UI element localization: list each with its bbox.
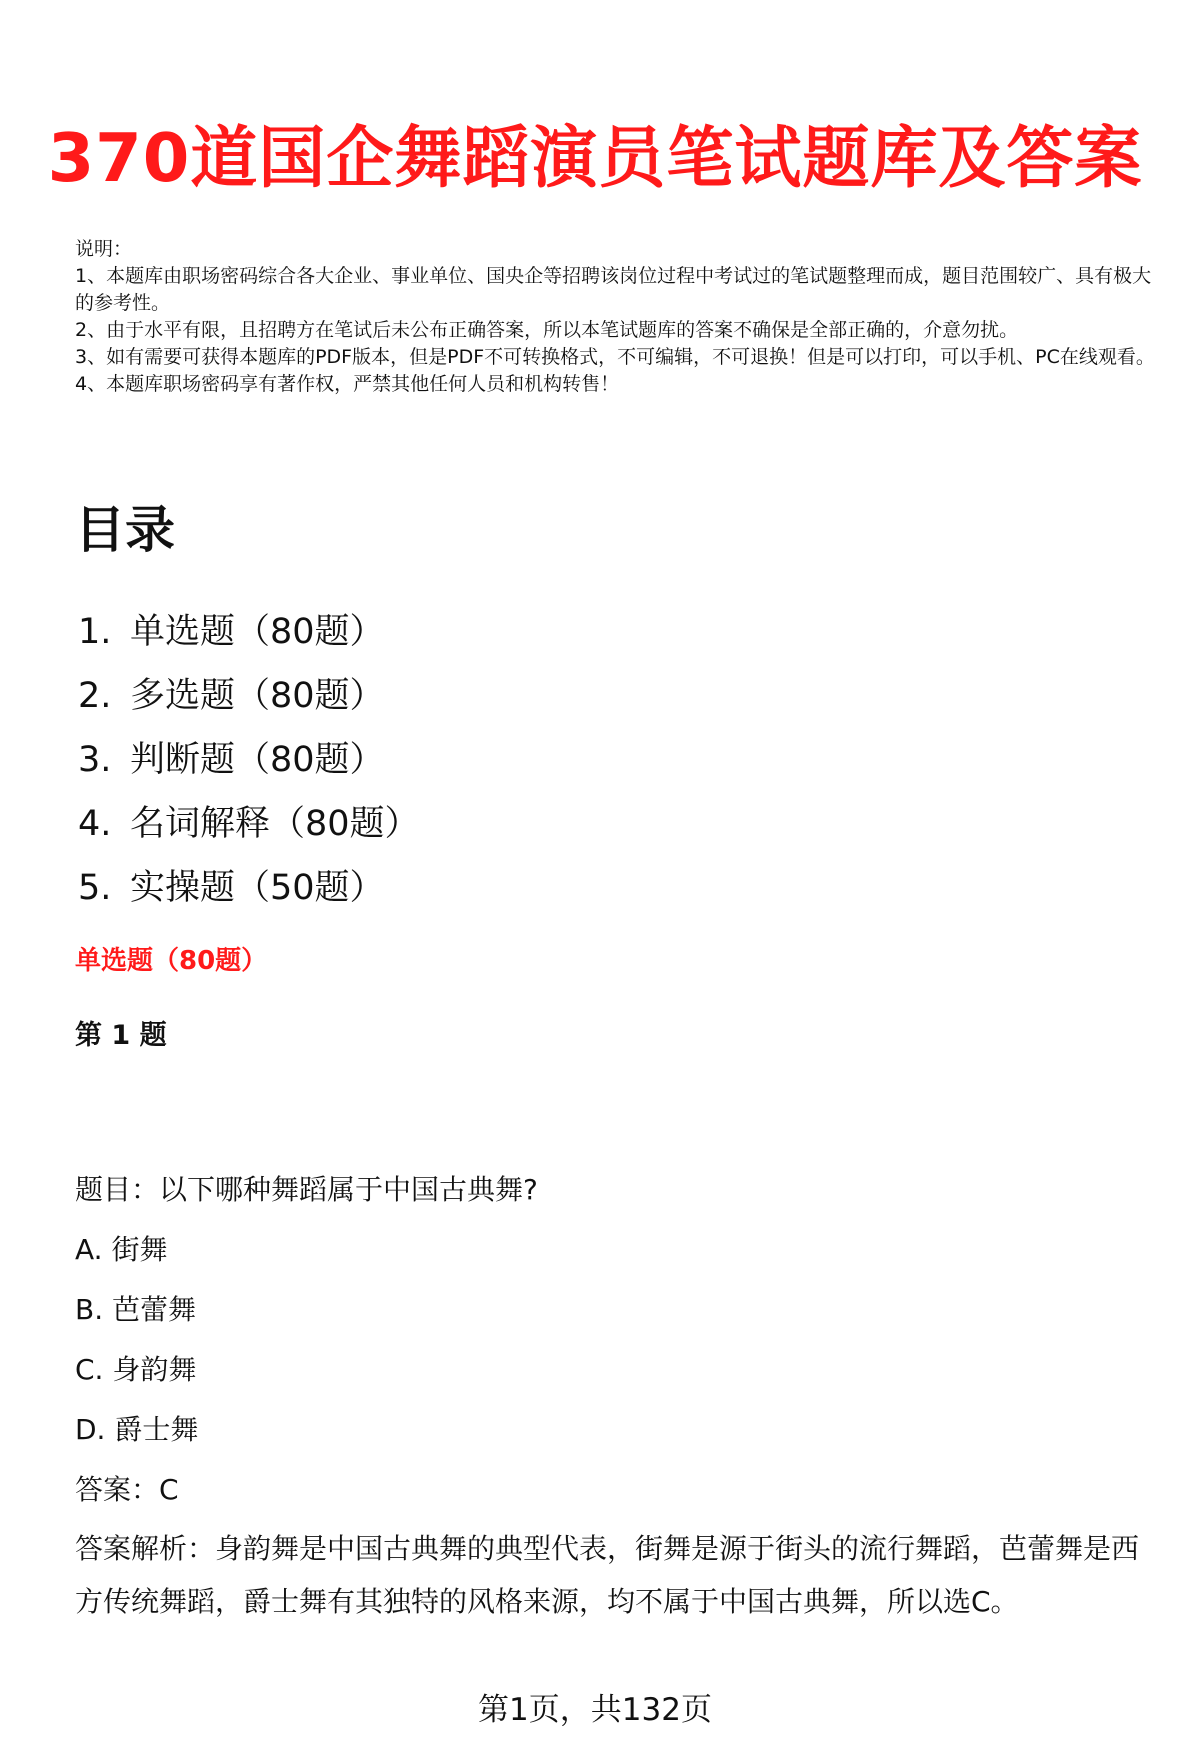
question-stem: 题目：以下哪种舞蹈属于中国古典舞?: [75, 1173, 538, 1206]
answer: 答案：C: [75, 1473, 179, 1506]
instructions-block: [75, 236, 1155, 398]
toc-item: [78, 664, 420, 728]
toc-heading: 目录: [75, 501, 175, 559]
question-number: 第 1 题: [75, 1020, 167, 1051]
answer-analysis: 答案解析：身韵舞是中国古典舞的典型代表，街舞是源于街头的流行舞蹈，芭蕾舞是西方传统舞蹈，爵士舞有其独特的风格来源，均不属于中国古典舞，所以选C。: [75, 1532, 1140, 1618]
toc-item-label: 多选题（80题）: [130, 676, 385, 716]
option-b: B. 芭蕾舞: [75, 1293, 197, 1326]
option-c: C. 身韵舞: [75, 1353, 197, 1386]
question-block: [75, 1160, 1155, 1628]
toc-item-number: 1.: [78, 612, 112, 652]
toc-item-number: 4.: [78, 804, 112, 844]
toc-item-number: 2.: [78, 676, 112, 716]
toc-item-label: 实操题（50题）: [130, 868, 385, 908]
toc-item: [78, 792, 420, 856]
page-footer: 第1页，共132页: [478, 1692, 712, 1728]
toc-item-number: 5.: [78, 868, 112, 908]
section-title: 单选题（80题）: [75, 946, 268, 976]
instruction-item: 1、本题库由职场密码综合各大企业、事业单位、国央企等招聘该岗位过程中考试过的笔试题整理而成，题目范围较广、具有极大的参考性。: [75, 265, 1152, 314]
instruction-item: 3、如有需要可获得本题库的PDF版本，但是PDF不可转换格式，不可编辑，不可退换！但是可以打印，可以手机、PC在线观看。: [75, 346, 1155, 368]
instruction-item: 2、由于水平有限，且招聘方在笔试后未公布正确答案，所以本笔试题库的答案不确保是全部正确的，介意勿扰。: [75, 319, 1019, 341]
document-title: 370道国企舞蹈演员笔试题库及答案: [47, 119, 1143, 197]
option-d: D. 爵士舞: [75, 1413, 199, 1446]
toc-item: [78, 600, 420, 664]
toc-item-label: 判断题（80题）: [130, 740, 385, 780]
toc-item-label: 名词解释（80题）: [130, 804, 420, 844]
toc-item-number: 3.: [78, 740, 112, 780]
toc-item-label: 单选题（80题）: [130, 612, 385, 652]
instructions-heading: 说明：: [75, 238, 133, 260]
option-a: A. 街舞: [75, 1233, 168, 1266]
toc-item: [78, 856, 420, 920]
instruction-item: 4、本题库职场密码享有著作权，严禁其他任何人员和机构转售！: [75, 373, 620, 395]
table-of-contents: [78, 600, 420, 920]
toc-item: [78, 728, 420, 792]
